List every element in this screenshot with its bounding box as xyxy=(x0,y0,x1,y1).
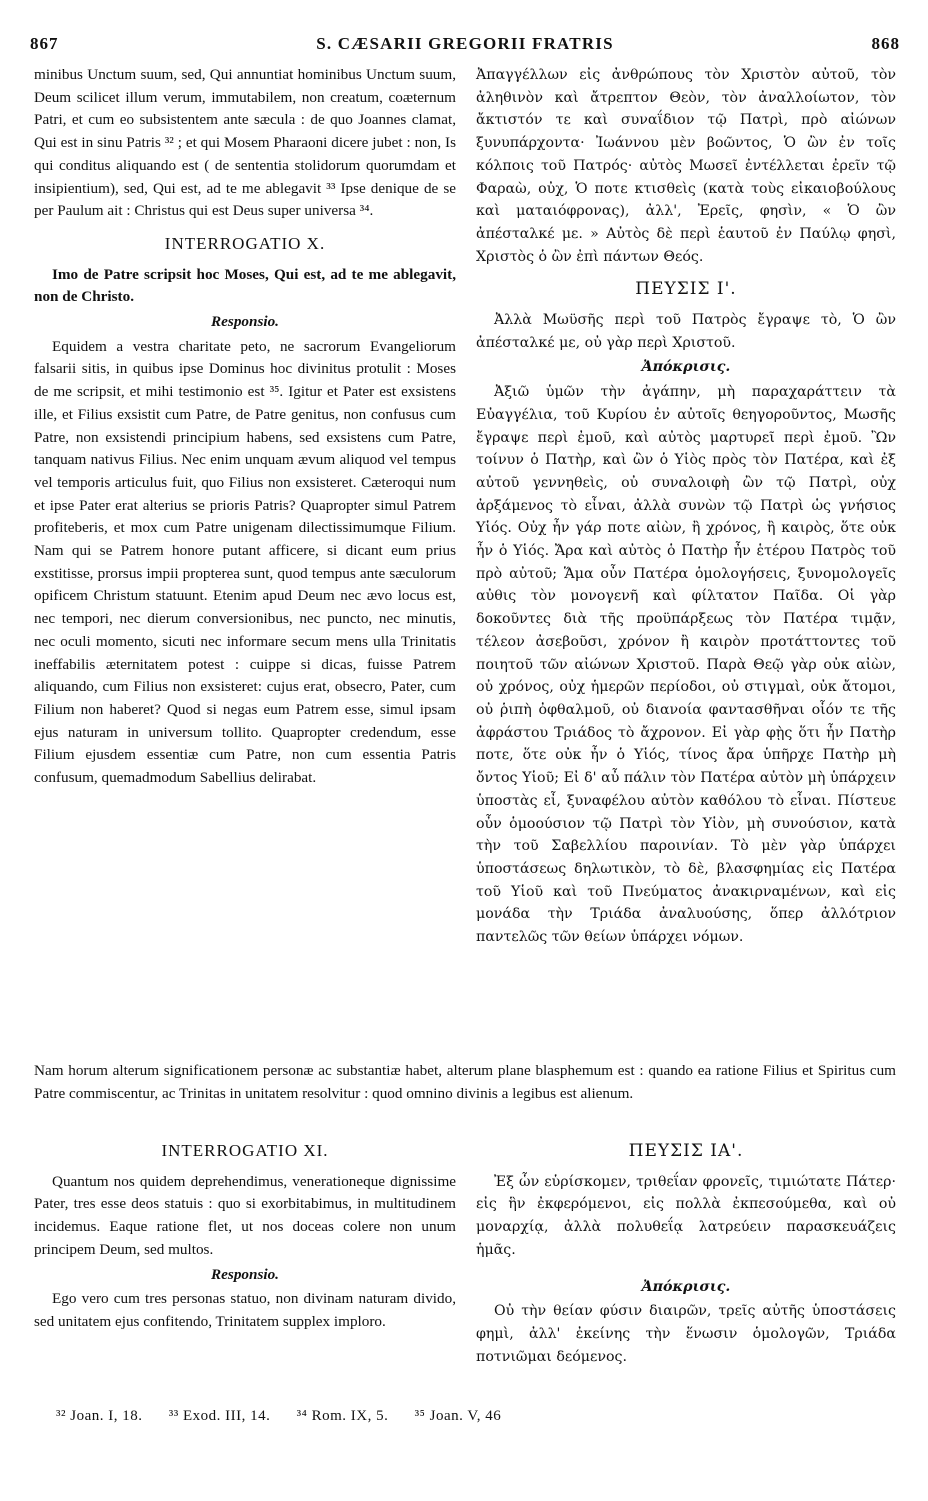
latin-answer-x: Equidem a vestra charitate peto, ne sacrorum Evangeliorum falsarii sitis, in quibus ipse Dominus hoc divinitus protulit : Moses de me scripsit, et mihi testimonio est ³⁵. Igitur et Pater est exsistens ille, et Filius exsistit cum Patre, de Patre genitus, non confusus cum Patre, non exsistendi principium habens, sed exsistens cum Patre, tanquam nativus Filius. Nec enim unquam ævum aliquod vel tempus vel temporis articulus fuit, quo Filius non exsisteret. Cæteroqui num et ipse Pater erat alterius se prioris Patris? Quapropter simul Patrem profiteberis, et mox cum Patre unigenam dilectissimumque Filium. Nam qui se Patrem honore putant afficere, si dicant eum prius exstitisse, prorsus impii propterea sunt, quod tempus ante sæculorum opificem Christum statuunt. Etenim apud Deum nec ævo locus est, nec tempori, nec dierum conversionibus, nec puncto, nec minutis, nec oculi momento, sicuti nec informare secum mens ulla Trinitatis ineffabilis æternitatem potest : cuippe si dicas, fuisse Patrem aliquando, cum Filius non exsisteret: cujus erat, obsecro, Pater, cum Filium non haberet? Quod si negas eum Patrem esse, simul ipsam ejus naturam in universum tollito. Quapropter credendum, esse Filium ejusdem essentiæ cum Patre, non cum essentia Patris confusum, quemadmodum Sabellius delirabat. xyxy=(34,337,456,787)
greek-column-bottom xyxy=(476,1130,896,1368)
latin-question-x: Imo de Patre scripsit hoc Moses, Qui est, ad te me ablegavit, non de Christo. xyxy=(34,265,456,306)
latin-column-bottom xyxy=(34,1130,456,1334)
running-header xyxy=(30,34,900,62)
greek-responsio-ia: Ἀπόκρισις. xyxy=(641,1278,731,1295)
greek-answer-ia: Οὐ τὴν θείαν φύσιν διαιρῶν, τρεῖς αὐτῆς ὑποστάσεις φημὶ, ἀλλ' ἐκείνης τὴν ἕνωσιν ὁμολογῶν, Τριάδα ποτνιῶμαι δεόμενος. xyxy=(476,1303,896,1365)
greek-heading-peusis-ia: ΠΕΥΣΙΣ ΙΑ'. xyxy=(628,1141,744,1161)
latin-question-xi: Quantum nos quidem deprehendimus, venerationeque dignissime Pater, tres esse deos statuis : quo si exorbitabimus, in multitudinem incidemus. Eaque ratione flet, ut nos doceas colere non unum principem Deum, sed multos. xyxy=(34,1172,456,1258)
page-number-right: 868 xyxy=(871,34,900,53)
latin-heading-interrogatio-x: INTERROGATIO X. xyxy=(164,233,326,253)
footnote-35: ³⁵ Joan. V, 46 xyxy=(414,1408,502,1424)
footnote-33: ³³ Exod. III, 14. xyxy=(168,1408,271,1424)
greek-column-top xyxy=(476,64,896,949)
greek-question-ia: Ἐξ ὧν εὑρίσκομεν, τριθεΐαν φρονεῖς, τιμιώτατε Πάτερ· εἰς ἣν ἐκφερόμενοι, εἰς πολλὰ ἐκπεσούμεθα, καὶ οὐ μοναρχίᾳ, ἀλλὰ πολυθεΐᾳ λατρεύειν παρασκευάζεις ἡμᾶς. xyxy=(476,1173,896,1258)
latin-heading-interrogatio-xi: INTERROGATIO XI. xyxy=(161,1141,329,1160)
running-title: S. CÆSARII GREGORII FRATRIS xyxy=(316,34,614,53)
greek-heading-peusis-i: ΠΕΥΣΙΣ Ι'. xyxy=(635,279,737,300)
latin-paragraph-1: minibus Unctum suum, sed, Qui annuntiat hominibus Unctum suum, Deum scilicet illum verum, immutabilem, non creatum, coæternum Patri, et cum eo subsistentem ante sæcula : de quo Joannes clamat, Qui est in sinu Patris ³² ; et qui Mosem Pharaoni dicere jubet : non, Is qui conditus aliquando est ( de sententia stolidorum quorumdam et insipientium), sed, Qui est, ad te me ablegavit ³³ Ipse denique de se per Paulum ait : Christus qui est Deus super universa ³⁴. xyxy=(34,66,456,220)
latin-column-top xyxy=(34,64,456,790)
full-width-paragraph xyxy=(34,1060,896,1105)
greek-responsio-i: Ἀπόκρισις. xyxy=(641,359,731,376)
greek-question-i: Ἀλλὰ Μωϋσῆς περὶ τοῦ Πατρὸς ἔγραψε τὸ, Ὁ ὢν ἀπέσταλκέ με, οὐ γὰρ περὶ Χριστοῦ. xyxy=(476,312,896,351)
page-number-left: 867 xyxy=(30,34,59,53)
latin-responsio-xi: Responsio. xyxy=(211,1265,279,1283)
footnotes xyxy=(56,1408,856,1425)
latin-answer-xi: Ego vero cum tres personas statuo, non divinam naturam divido, sed unitatem ejus confitendo, Trinitatem supplex imploro. xyxy=(34,1290,456,1330)
full-width-text: Nam horum alterum significationem personæ ac substantiæ habet, alterum plane blasphemum est : quando ea ratione Filius et Spiritus cum Patre commiscentur, ac Trinitas in unitatem resolvitur : quod omnino divinis a legibus est alienum. xyxy=(34,1062,896,1102)
greek-answer-i: Ἀξιῶ ὑμῶν τὴν ἀγάπην, μὴ παραχαράττειν τὰ Εὐαγγέλια, τοῦ Κυρίου ἐν αὐτοῖς θεηγοροῦντος, Μωσῆς ἔγραψε περὶ ἐμοῦ, καὶ αὐτὸς μαρτυρεῖ περὶ ἐμοῦ. Ὢν τοίνυν ὁ Πατὴρ, καὶ ὢν ὁ Υἱὸς πρὸς τὸν Πατέρα, καὶ ἐξ αὐτοῦ γεννηθεὶς, οὐ συναλοιφὴ ὢν τῷ Πατρὶ, οὐχ ἀρξάμενος τὸ εἶναι, ἀλλὰ συνὼν τῷ Πατρὶ ὡς γνήσιος Υἱός. Οὐχ ἦν γάρ ποτε αἰὼν, ἢ χρόνος, ἢ καιρὸς, ὅτε οὐκ ἦν ὁ Υἱός. Ἄρα καὶ αὐτὸς ὁ Πατὴρ ἦν ἑτέρου Πατρὸς τοῦ πρὸ αὐτοῦ; Ἅμα οὖν Πατέρα ὁμολογήσεις, ξυνομολογεῖς αὐθις τὸν μονογενῆ καὶ φίλτατον Παῖδα. Οἱ γὰρ δοκοῦντες διὰ τῆς προϋπάρξεως τὸν Πατέρα τιμᾷν, τέλεον ἀσεβοῦσι, χρόνον ἢ καιρὸν προτάττοντες τοῦ ποιητοῦ τῶν αἰώνων Χριστοῦ. Παρὰ Θεῷ γὰρ οὐκ αἰὼν, οὐ χρόνος, οὐχ ἡμερῶν περίοδοι, οὐ στιγμαὶ, οὐκ ἄτομοι, οὐ ῥιπὴ ὀφθαλμοῦ, οὐ διανοία φαντασθῆναι οἷόν τε τῆς ἀφράστου Τριάδος τὸ ἄχρονον. Εἰ γὰρ φῂς ὅτι ἦν Πατὴρ ποτε, ὅτε οὐκ ἦν ὁ Υἱός, τίνος ἄρα ὑπῆρχε Πατὴρ μὴ ὄντος Υἱοῦ; Εἰ δ' αὖ πάλιν τὸν Πατέρα αὐτὸν μὴ ὑπάρχειν ὑποστὰς εἶ, ξυναφέλου αὐτὸν καθόλου τὸ εἶναι. Πίστευε οὖν ὁμοούσιον τῷ Πατρὶ τὸν Υἱὸν, μὴ συνούσιον, κατὰ τὴν τοῦ Σαβελλίου παροινίαν. Τὸ μὲν γὰρ ὑπάρχει ὑποστάσεως δηλωτικὸν, τὸ δὲ, βλασφημίας εἰς Πατέρα τοῦ Υἱοῦ καὶ τοῦ Πνεύματος ἀνακιρναμένων, καὶ εἰς μονάδα τὴν Τριάδα ἀναλυούσης, ὅπερ ἀλλότριον παντελῶς τῶν θείων ὑπάρχει νόμων. xyxy=(476,384,896,946)
greek-paragraph-1: Ἀπαγγέλλων εἰς ἀνθρώπους τὸν Χριστὸν αὐτοῦ, τὸν ἀληθινὸν καὶ ἄτρεπτον Θεὸν, τὸν ἀναλλοίωτον, τὸν ἄκτιστόν τε καὶ συναΐδιον τῷ Πατρὶ, πρὸ αἰώνων ξυνυπάρχοντα· Ἰωάννου μὲν βοῶντος, Ὁ ὢν ἐν τοῖς κόλποις τοῦ Πατρός· αὐτὸς Μωσεῖ ἐντέλλεται ἐρεῖν τῷ Φαραὼ, οὐχ, Ὁ ποτε κτισθεὶς (κατὰ τοὺς εἰκαιοβούλους καὶ ματαιόφρονας), ἀλλ', Ἐρεῖς, φησὶν, « Ὁ ὢν ἀπέσταλκέ με. » Αὐτὸς δὲ περὶ ἑαυτοῦ ἐν Παύλῳ φησὶ, Χριστὸς ὁ ὢν ἐπὶ πάντων Θεός. xyxy=(476,67,896,265)
latin-responsio-x: Responsio. xyxy=(211,313,279,331)
footnote-32: ³² Joan. I, 18. xyxy=(56,1408,143,1424)
footnote-34: ³⁴ Rom. IX, 5. xyxy=(296,1408,389,1424)
